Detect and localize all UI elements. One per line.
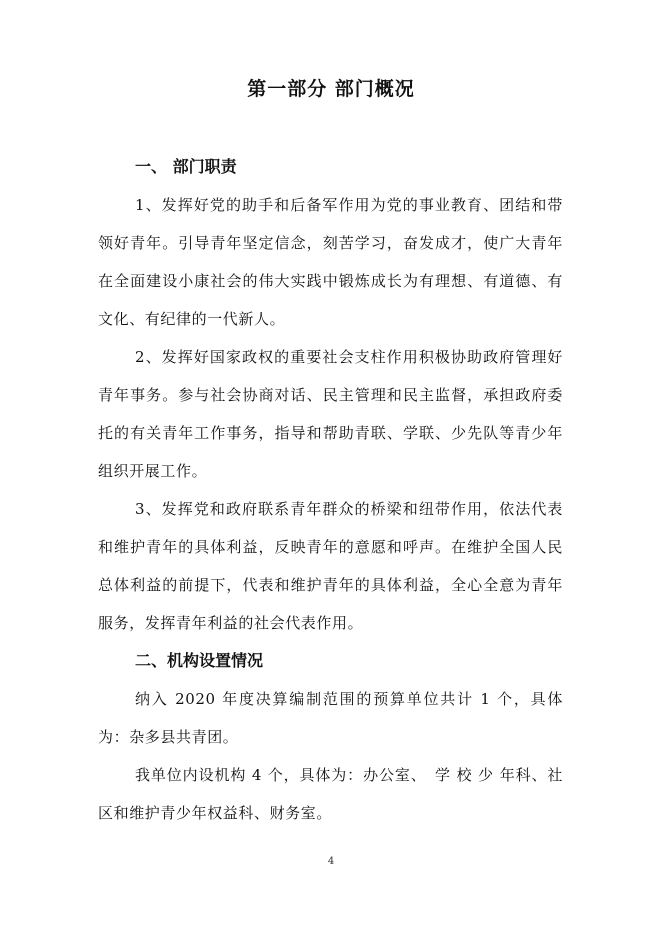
duty-paragraph-3: 3、发挥党和政府联系青年群众的桥梁和纽带作用，依法代表和维护青年的具体利益，反映青年的意愿和呼声。在维护全国人民总体利益的前提下，代表和维护青年的具体利益，全心全意为青年服务，发挥青年利益的社会代表作用。 [98, 500, 563, 632]
page-title: 第一部分 部门概况 [247, 78, 415, 100]
section-heading-structure: 二、机构设置情况 [135, 651, 264, 670]
page-number: 4 [327, 856, 335, 867]
duty-paragraph-1: 1、发挥好党的助手和后备军作用为党的事业教育、团结和带领好青年。引导青年坚定信念，刻苦学习，奋发成才，使广大青年在全面建设小康社会的伟大实践中锻炼成长为有理想、有道德、有文化、有纪律的一代新人。 [98, 196, 563, 328]
document-body [98, 148, 563, 832]
section-heading-duties: 一、 部门职责 [135, 157, 237, 176]
duty-paragraph-2: 2、发挥好国家政权的重要社会支柱作用积极协助政府管理好青年事务。参与社会协商对话、民主管理和民主监督，承担政府委托的有关青年工作事务，指导和帮助青联、学联、少先队等青少年组织开展工作。 [98, 348, 563, 480]
structure-paragraph-2: 我单位内设机构 4 个，具体为：办公室、 学 校 少 年科、社区和维护青少年权益科、财务室。 [98, 766, 563, 822]
structure-paragraph-1: 纳入 2020 年度决算编制范围的预算单位共计 1 个，具体为：杂多县共青团。 [98, 690, 563, 746]
